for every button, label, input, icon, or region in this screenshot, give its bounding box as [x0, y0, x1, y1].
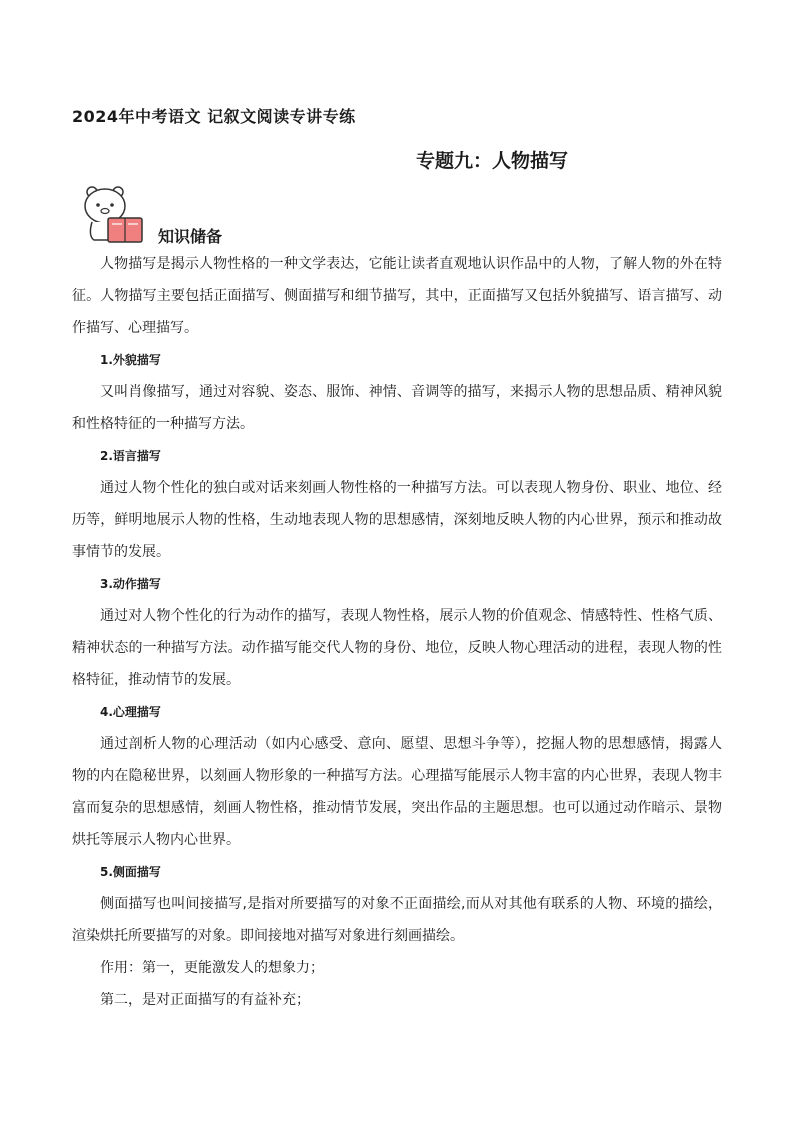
intro-paragraph: 人物描写是揭示人物性格的一种文学表达，它能让读者直观地认识作品中的人物，了解人物的外在特征。人物描写主要包括正面描写、侧面描写和细节描写，其中，正面描写又包括外貌描写、语言描写、动作描写、心理描写。 [72, 256, 722, 336]
paragraph-psychology: 通过剖析人物的心理活动（如内心感受、意向、愿望、思想斗争等），挖掘人物的思想感情，揭露人物的内在隐秘世界，以刻画人物形象的一种描写方法。心理描写能展示人物丰富的内心世界，表现人物丰富而复杂的思想感情，刻画人物性格，推动情节发展，突出作品的主题思想。也可以通过动作暗示、景物烘托等展示人物内心世界。 [72, 736, 722, 848]
bear-reading-icon [78, 184, 148, 244]
effect-line-2: 第二，是对正面描写的有益补充； [100, 992, 310, 1008]
subheading-psychology: 4.心理描写 [100, 705, 161, 719]
series-title: 2024年中考语文 记叙文阅读专讲专练 [72, 107, 356, 126]
subheading-side: 5.侧面描写 [100, 865, 161, 879]
section-heading: 知识储备 [158, 227, 223, 246]
paragraph-appearance: 又叫肖像描写，通过对容貌、姿态、服饰、神情、音调等的描写，来揭示人物的思想品质、精神风貌和性格特征的一种描写方法。 [72, 384, 722, 432]
effect-line-1: 作用：第一，更能激发人的想象力； [100, 960, 324, 976]
document-body [72, 248, 722, 1016]
subheading-language: 2.语言描写 [100, 449, 161, 463]
paragraph-side: 侧面描写也叫间接描写,是指对所要描写的对象不正面描绘,而从对其他有联系的人物、环境的描绘，渲染烘托所要描写的对象。即间接地对描写对象进行刻画描绘。 [72, 896, 722, 944]
page-title: 专题九：人物描写 [415, 150, 568, 172]
subheading-action: 3.动作描写 [100, 577, 161, 591]
paragraph-action: 通过对人物个性化的行为动作的描写，表现人物性格，展示人物的价值观念、情感特性、性格气质、精神状态的一种描写方法。动作描写能交代人物的身份、地位，反映人物心理活动的进程，表现人物的性格特征，推动情节的发展。 [72, 608, 722, 688]
paragraph-language: 通过人物个性化的独白或对话来刻画人物性格的一种描写方法。可以表现人物身份、职业、地位、经历等，鲜明地展示人物的性格，生动地表现人物的思想感情，深刻地反映人物的内心世界，预示和推动故事情节的发展。 [72, 480, 722, 560]
subheading-appearance: 1.外貌描写 [100, 353, 161, 367]
